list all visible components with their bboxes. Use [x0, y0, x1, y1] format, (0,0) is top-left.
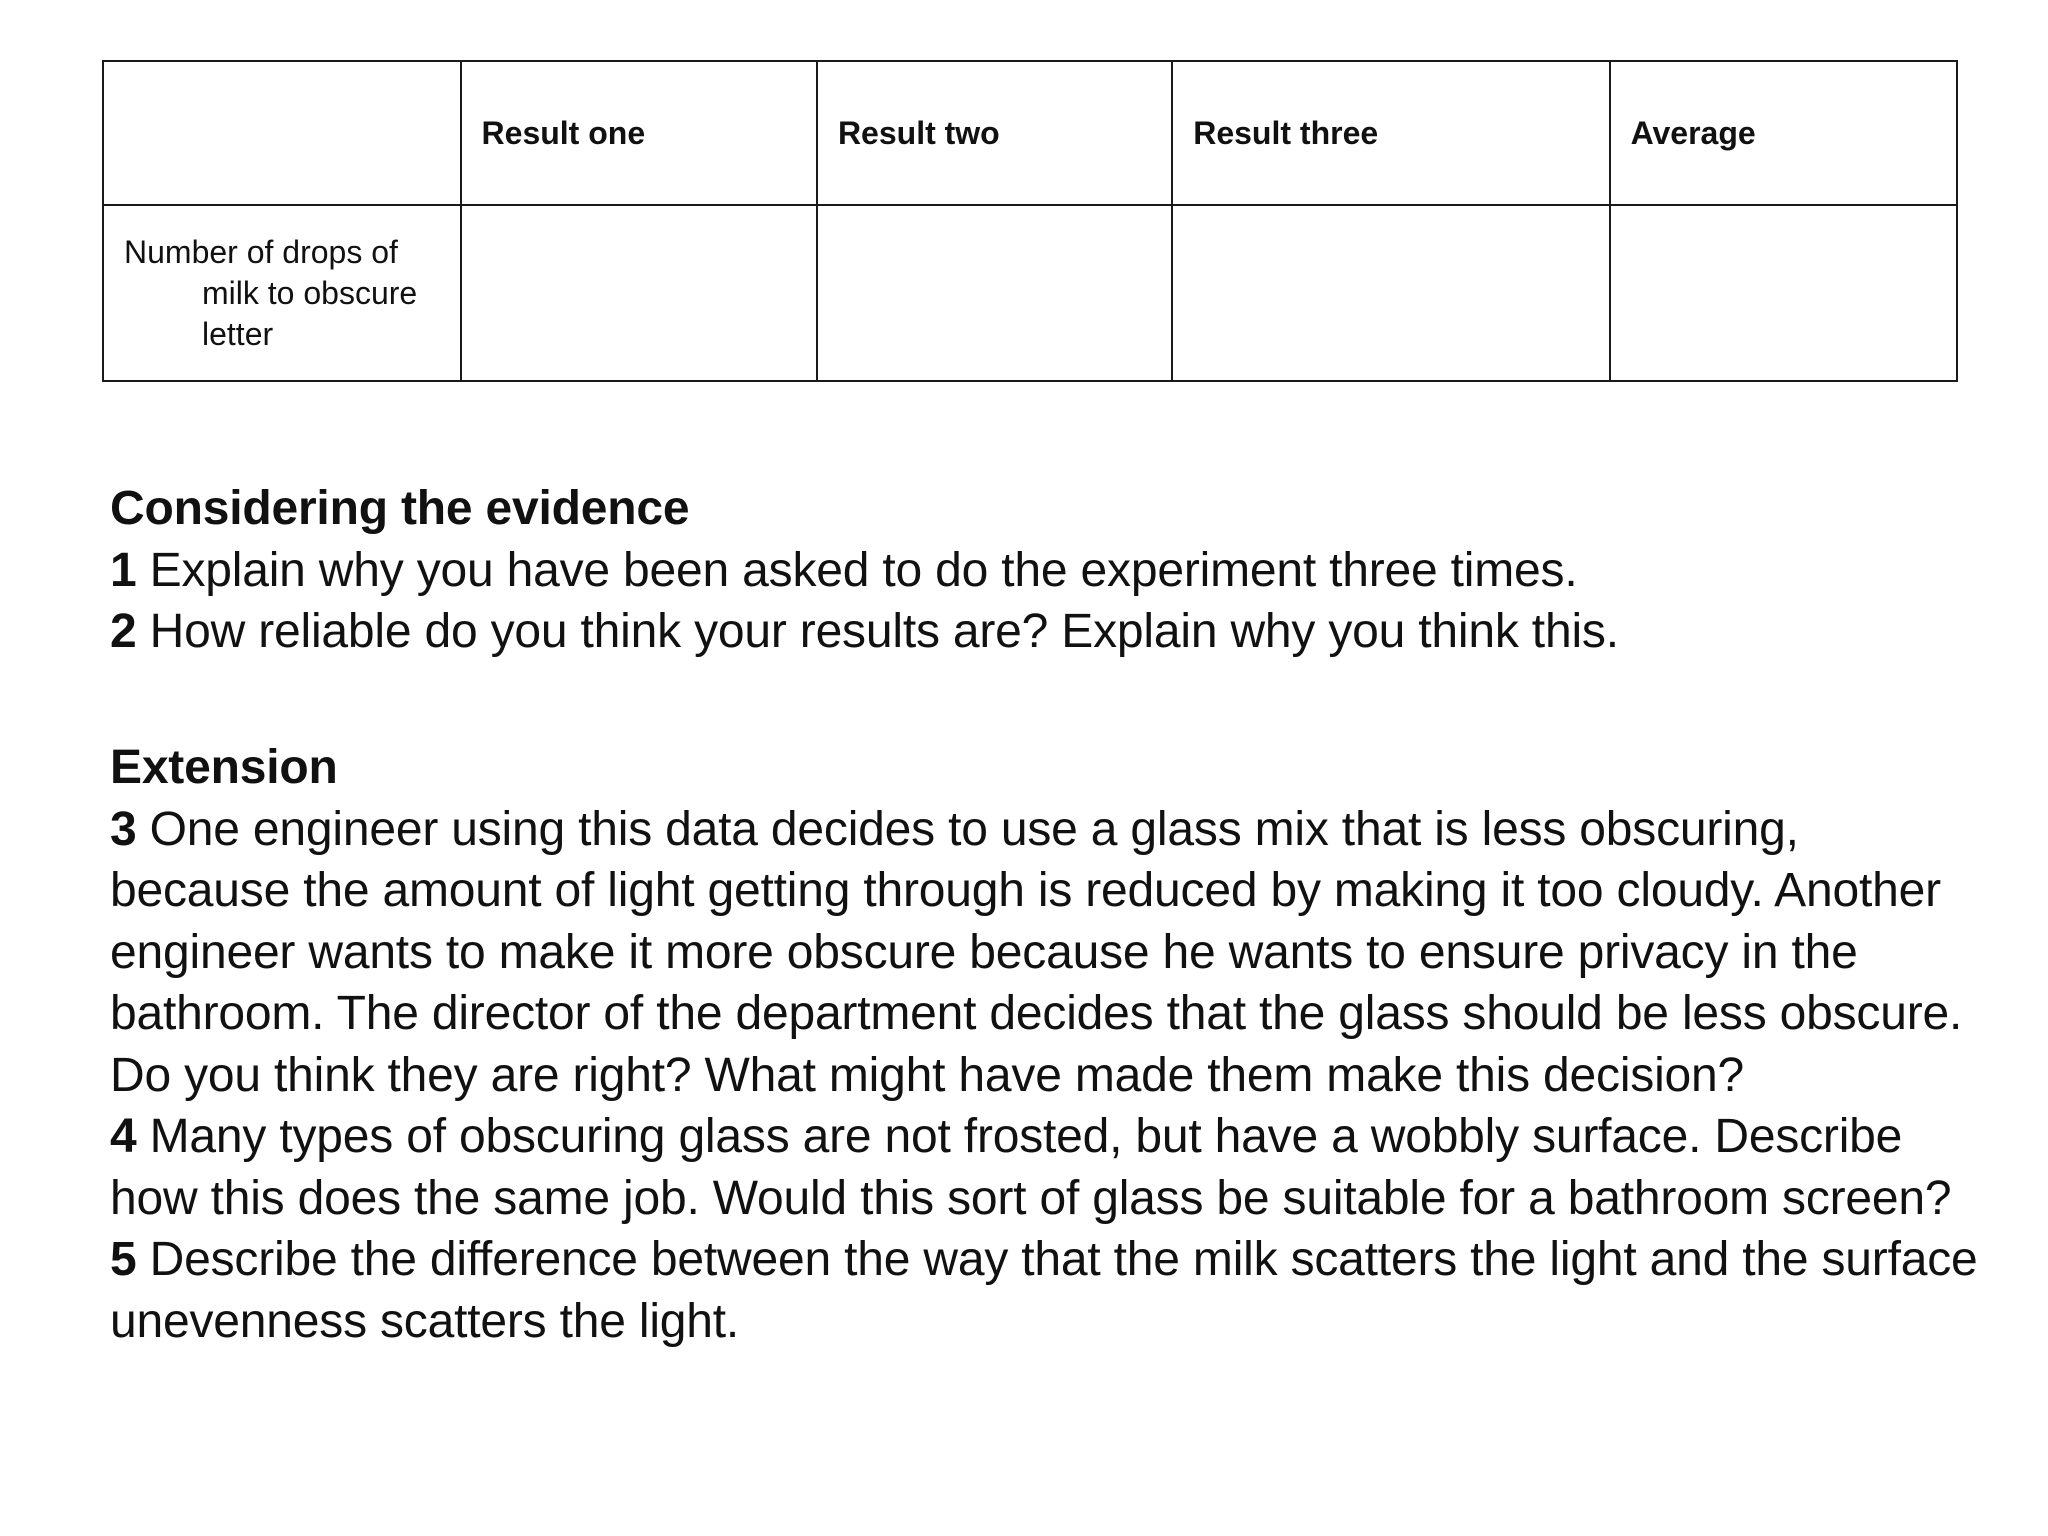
question-text: Describe the difference between the way that the milk scatters the light and the surface unevenness scatters the light.	[110, 1233, 1978, 1348]
cell-result-three[interactable]	[1172, 205, 1609, 381]
cell-average[interactable]	[1610, 205, 1957, 381]
cell-result-two[interactable]	[817, 205, 1172, 381]
section-considering-evidence	[110, 478, 1990, 663]
header-cell-blank	[103, 61, 461, 205]
question-text: Explain why you have been asked to do the experiment three times.	[136, 543, 1578, 597]
question-text: One engineer using this data decides to use a glass mix that is less obscuring, because the amount of light getting through is reduced by making it too cloudy. Another engineer wants to make it more obscure because he wants to ensure privacy in the bathroom. The director of the department decides that the glass should be less obscure. Do you think they are right? What might have made them make this decision?	[110, 802, 1963, 1102]
results-table	[102, 60, 1958, 382]
header-cell-result-three: Result three	[1172, 61, 1609, 205]
section-extension	[110, 737, 1990, 1352]
header-cell-average: Average	[1610, 61, 1957, 205]
question-number: 2	[110, 605, 137, 658]
section-heading-evidence: Considering the evidence	[110, 482, 690, 535]
section-heading-extension: Extension	[110, 741, 338, 794]
table-header-row	[103, 61, 1957, 205]
question-5	[110, 1229, 1990, 1352]
row-label: Number of drops of milk to obscure letter	[124, 233, 418, 352]
question-number: 1	[110, 543, 137, 597]
question-3	[110, 799, 1990, 1107]
question-number: 4	[110, 1110, 137, 1163]
question-text: How reliable do you think your results are? Explain why you think this.	[136, 605, 1619, 658]
question-4	[110, 1106, 1990, 1229]
question-1	[110, 540, 1990, 602]
question-number: 3	[110, 802, 137, 856]
table-row	[103, 205, 1957, 381]
header-cell-result-two: Result two	[817, 61, 1172, 205]
question-number: 5	[110, 1233, 137, 1286]
question-text: Many types of obscuring glass are not frosted, but have a wobbly surface. Describe how this does the same job. Would this sort of glass be suitable for a bathroom screen?	[110, 1110, 1952, 1225]
cell-result-one[interactable]	[461, 205, 817, 381]
header-cell-result-one: Result one	[461, 61, 817, 205]
question-2	[110, 601, 1990, 663]
row-label-cell	[103, 205, 461, 381]
